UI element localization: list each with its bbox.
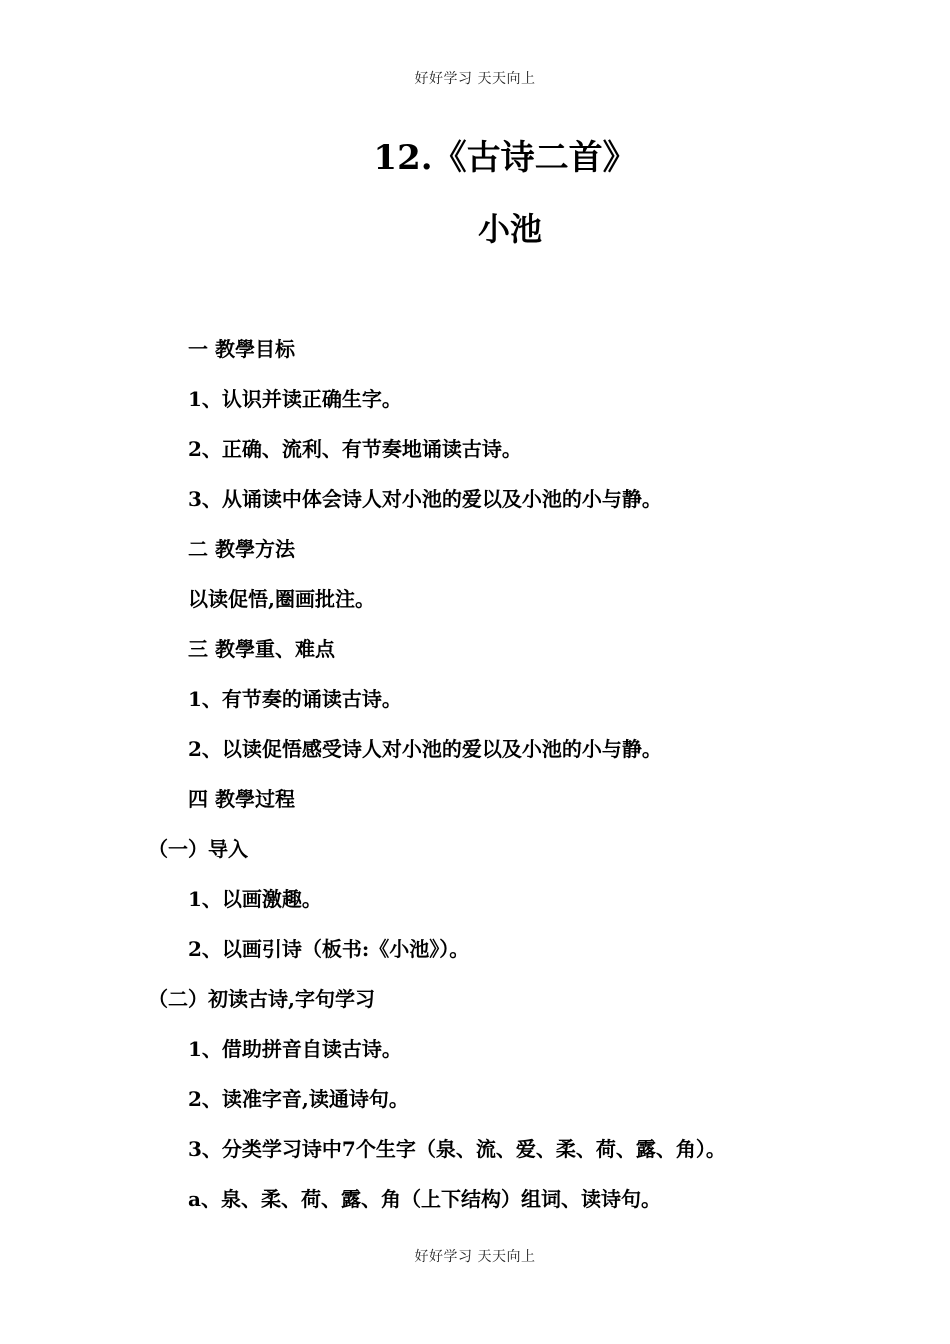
section-heading-objectives: 一 教學目标 [188,337,295,361]
page-footer: 好好学习 天天向上 [414,1249,536,1265]
method-text: 以读促悟,圈画批注。 [188,587,375,611]
process-item: 1、以画激趣。 [188,887,322,911]
section-heading-key-points: 三 教學重、难点 [188,637,335,661]
process-item: 2、以画引诗（板书:《小池》）。 [188,937,470,961]
section-heading-methods: 二 教學方法 [188,537,295,561]
process-item: 3、分类学习诗中7个生字（泉、流、爱、柔、荷、露、角）。 [188,1137,726,1161]
key-point-item: 2、以读促悟感受诗人对小池的爱以及小池的小与静。 [188,737,662,761]
document-title: 12.《古诗二首》 [373,138,637,178]
poem-title: 小池 [477,210,542,248]
objective-item: 3、从诵读中体会诗人对小池的爱以及小池的小与静。 [188,487,662,511]
subsection-heading-first-reading: （二）初读古诗,字句学习 [148,987,375,1011]
process-item: 2、读准字音,读通诗句。 [188,1087,409,1111]
key-point-item: 1、有节奏的诵读古诗。 [188,687,402,711]
section-heading-process: 四 教學过程 [188,787,295,811]
page-header: 好好学习 天天向上 [414,71,536,87]
process-item: 1、借助拼音自读古诗。 [188,1037,402,1061]
objective-item: 2、正确、流利、有节奏地诵读古诗。 [188,437,522,461]
subsection-heading-intro: （一）导入 [148,837,248,861]
process-item: a、泉、柔、荷、露、角（上下结构）组词、读诗句。 [188,1187,661,1211]
objective-item: 1、认识并读正确生字。 [188,387,402,411]
